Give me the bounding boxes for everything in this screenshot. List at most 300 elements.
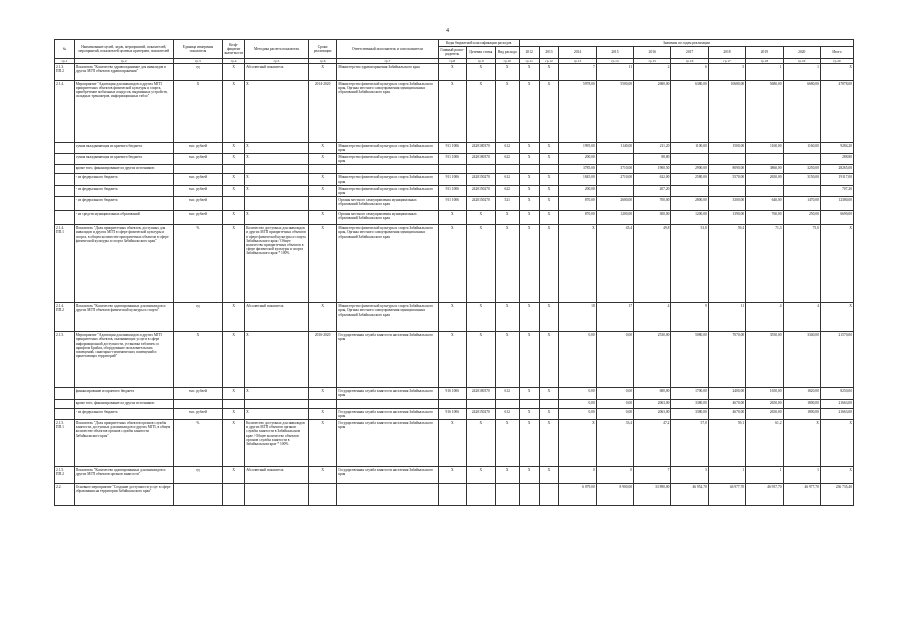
table-cell: 1160,00 [746, 142, 783, 153]
table-cell: 2063,00 [634, 399, 671, 408]
table-cell: 0,00 [596, 388, 633, 399]
table-cell [596, 185, 633, 196]
table-cell: X [467, 467, 496, 484]
table-cell: Министерство физической культуры и спорта Забайкальского края, Органы местного самоуправления муниципальных образований Забайкальского края [337, 225, 438, 303]
table-cell: Органы местного самоуправления муниципальных образований Забайкальского края [337, 197, 438, 211]
table-cell: 0,00 [596, 399, 633, 408]
table-row [55, 174, 854, 185]
table-cell: 760,00 [746, 211, 783, 225]
col-coef: Коэф-фициент значи-мости [223, 40, 245, 59]
table-cell: 46 977,70 [708, 484, 745, 506]
table-cell: 612 [495, 408, 519, 419]
table-cell: Министерство физической культуры и спорта Забайкальского края, Органы местного самоуправления муниципальных образований Забайкальского края [337, 303, 438, 332]
table-cell: X [223, 142, 245, 153]
table-cell: 288,80 [820, 154, 853, 165]
table-cell: 46 977,70 [783, 484, 820, 506]
table-cell [519, 165, 539, 174]
table-cell [539, 165, 559, 174]
table-cell: 1 [783, 63, 820, 80]
table-cell: 21663,00 [820, 408, 853, 419]
table-cell: 21663,00 [820, 399, 853, 408]
table-cell: сумма вкладывающая из краевого бюджета [74, 142, 173, 153]
table-cell: X [820, 420, 853, 467]
table-cell: 622 [495, 154, 519, 165]
table-cell: X [308, 154, 337, 165]
column-number: гр.11 [519, 58, 539, 63]
table-cell: 6 [671, 63, 708, 80]
table-cell: 2650,00 [746, 408, 783, 419]
table-cell: X [539, 154, 559, 165]
table-cell: 207,20 [634, 185, 671, 196]
table-cell [55, 185, 75, 196]
table-cell: 2.1.4. [55, 80, 75, 142]
table-cell: 916 1006 [438, 408, 467, 419]
table-cell: 236 735,40 [820, 484, 853, 506]
table-cell [55, 211, 75, 225]
table-cell: X [245, 388, 309, 399]
table-cell [173, 165, 222, 174]
table-cell [519, 399, 539, 408]
table-cell: 2650,00 [746, 399, 783, 408]
table-cell [308, 165, 337, 174]
table-cell: X [308, 211, 337, 225]
table-cell: 2580,00 [671, 174, 708, 185]
table-cell: кроме того, финансирование из других источников: [74, 165, 173, 174]
col-bk-article: Целевая статья [467, 47, 496, 58]
table-cell: 2680,00 [634, 80, 671, 142]
table-cell: 5 [708, 63, 745, 80]
table-cell: Абсолютный показатель [245, 303, 309, 332]
table-cell: X [495, 303, 519, 332]
table-cell: 4670,00 [708, 399, 745, 408]
table-cell: 1 [708, 467, 745, 484]
table-cell: 71,3 [746, 225, 783, 303]
table-cell: X [519, 467, 539, 484]
table-cell: X [820, 225, 853, 303]
table-cell: 1 [746, 467, 783, 484]
table-cell: X [245, 142, 309, 153]
column-number: гр.12 [539, 58, 559, 63]
col-year: 2012 [519, 47, 539, 58]
table-row [55, 185, 854, 196]
table-cell [245, 399, 309, 408]
table-cell: X [245, 211, 309, 225]
table-cell: 3550,00 [746, 332, 783, 388]
table-cell: 0,00 [596, 332, 633, 388]
table-cell: 700,00 [634, 197, 671, 211]
table-cell: X [308, 467, 337, 484]
table-cell: 0,00 [559, 399, 596, 408]
table-cell: X [308, 388, 337, 399]
table-cell: X [467, 420, 496, 467]
table-cell: 0,00 [559, 332, 596, 388]
table-cell: X [495, 467, 519, 484]
table-row [55, 408, 854, 419]
table-cell: Показатель "Доля приоритетных объектов органов службы занятости, доступных для инвалидов и других МГП, в общем количестве объектов органов службы занятости Забайкальского края" [74, 420, 173, 467]
table-cell [708, 154, 745, 165]
table-cell: 8250,00 [820, 388, 853, 399]
table-cell: 2420150270 [467, 408, 496, 419]
table-cell: Министерство физической культуры и спорта Забайкальского края [337, 154, 438, 165]
table-cell: X [519, 408, 539, 419]
col-name: Наименование целей, задач, мероприятий, показателей, мероприятий, показателей целевых критериев, показателей [74, 40, 173, 59]
table-cell: - из средств муниципальных образований [74, 211, 173, 225]
table-cell [495, 399, 519, 408]
table-cell: ед [173, 303, 222, 332]
column-number: гр.4 [223, 58, 245, 63]
table-cell: X [438, 225, 467, 303]
table-cell: 47878,00 [820, 80, 853, 142]
table-cell: 3380,00 [671, 408, 708, 419]
table-cell: 300,00 [634, 211, 671, 225]
table-cell: X [539, 408, 559, 419]
table-cell: Абсолютный показатель [245, 63, 309, 80]
column-number: гр.2 [74, 58, 173, 63]
table-cell: X [245, 174, 309, 185]
table-cell [308, 399, 337, 408]
table-cell: 9 [671, 303, 708, 332]
table-cell: X [467, 332, 496, 388]
table-cell: X [539, 174, 559, 185]
table-cell: X [519, 185, 539, 196]
table-cell: 680,00 [634, 388, 671, 399]
col-bk: Коды бюджетной классификации расходов [438, 40, 519, 47]
col-method: Методика расчета показателя [245, 40, 309, 59]
table-cell: 1200,00 [596, 211, 633, 225]
table-cell: 18 [559, 303, 596, 332]
col-year: 2018 [708, 47, 745, 58]
table-cell: 916 1006 [438, 388, 467, 399]
table-cell: X [495, 211, 519, 225]
table-cell: 1800,00 [783, 399, 820, 408]
table-cell: 2420150270 [467, 197, 496, 211]
table-cell: X [467, 80, 496, 142]
column-number: гр.20 [820, 58, 853, 63]
table-cell: Государственная служба занятости населения Забайкальского края [337, 332, 438, 388]
table-cell [223, 197, 245, 211]
table-cell: Количество доступных для инвалидов и других МГП приоритетных объектов в сфере физической культуры и спорта Забайкальского края / Общее количество приоритетных объектов в сфере физической культуры и спорта Забайкальского края * 100% [245, 225, 309, 303]
table-cell: кроме того, финансирование из других источников: [74, 399, 173, 408]
table-cell: 3860,00 [746, 165, 783, 174]
table-cell: 1140,00 [596, 142, 633, 153]
table-cell: X [223, 174, 245, 185]
table-cell: 6380,00 [671, 80, 708, 142]
column-number: гр.16 [671, 58, 708, 63]
table-cell [337, 399, 438, 408]
table-cell [708, 185, 745, 196]
table-cell: X [467, 63, 496, 80]
table-cell: 911 1006 [438, 174, 467, 185]
table-cell: 45,4 [596, 225, 633, 303]
table-cell: 2.1.3. ПП.2 [55, 63, 75, 80]
table-cell: 632,00 [634, 174, 671, 185]
table-cell: 911 1006 [438, 142, 467, 153]
table-cell: X [495, 63, 519, 80]
table-cell: 211,20 [634, 142, 671, 153]
table-cell: X [308, 185, 337, 196]
table-cell: - из федерального бюджета [74, 197, 173, 211]
table-cell: 1800,00 [783, 408, 820, 419]
table-cell: Государственная служба занятости населения Забайкальского края [337, 420, 438, 467]
table-cell: 1200,00 [671, 211, 708, 225]
table-cell: X [223, 154, 245, 165]
table-cell: Органы местного самоуправления муниципальных образований Забайкальского края [337, 211, 438, 225]
table-cell [467, 165, 496, 174]
table-cell: 2530,00 [634, 332, 671, 388]
table-cell [783, 154, 820, 165]
table-cell: X [467, 225, 496, 303]
table-cell: X [308, 408, 337, 419]
table-cell: 707,20 [820, 185, 853, 196]
table-cell [438, 399, 467, 408]
table-cell: X [245, 332, 309, 388]
table-cell: 250,00 [783, 211, 820, 225]
table-cell: X [223, 225, 245, 303]
table-cell [519, 484, 539, 506]
table-cell: 0,00 [596, 408, 633, 419]
table-cell: X [539, 142, 559, 153]
table-cell: 2650,00 [746, 174, 783, 185]
table-cell: тыс. рублей [173, 185, 222, 196]
table-cell: Государственная служба занятости населения Забайкальского края [337, 388, 438, 399]
table-cell: X [173, 80, 222, 142]
table-cell: X [539, 388, 559, 399]
table-cell: 3300,00 [708, 197, 745, 211]
table-cell [55, 165, 75, 174]
table-cell: 2900,00 [671, 165, 708, 174]
table-cell: 28265,00 [820, 165, 853, 174]
table-cell: 2420150270 [467, 185, 496, 196]
table-cell [746, 154, 783, 165]
table-cell [55, 197, 75, 211]
column-number: гр.5 [245, 58, 309, 63]
table-cell: X [559, 225, 596, 303]
table-cell: 1995,00 [559, 142, 596, 153]
table-cell: 7070,00 [708, 332, 745, 388]
col-years-group: Значения по годам реализации [519, 40, 853, 47]
table-cell: 1820,00 [783, 388, 820, 399]
table-body [55, 63, 854, 505]
table-row [55, 80, 854, 142]
table-cell: 53,8 [671, 225, 708, 303]
header-row-1 [55, 40, 854, 47]
table-cell: 1845,00 [559, 174, 596, 185]
table-cell: 870,00 [559, 197, 596, 211]
table-cell: 4670,00 [708, 408, 745, 419]
table-cell: 640,00 [746, 197, 783, 211]
table-cell [245, 484, 309, 506]
table-cell: X [820, 467, 853, 484]
table-cell [245, 197, 309, 211]
table-cell: 2.1.5. [55, 332, 75, 388]
table-cell: X [519, 225, 539, 303]
table-cell: сумма вкладывающая из краевого бюджета [74, 154, 173, 165]
table-row [55, 197, 854, 211]
table-cell: 75,0 [783, 225, 820, 303]
table-cell: X [223, 420, 245, 467]
table-cell: Количество доступных для инвалидов и других МГП объектов органов службы занятости в Забайкальском крае / Общее количество объектов органов службы занятости в Забайкальском крае * 100% [245, 420, 309, 467]
table-cell [783, 185, 820, 196]
table-cell: 0 [559, 467, 596, 484]
column-number: гр.13 [559, 58, 596, 63]
column-number: гр.9 [467, 58, 496, 63]
table-cell: 1500,00 [708, 142, 745, 153]
table-cell: X [519, 197, 539, 211]
column-number: гр.18 [746, 58, 783, 63]
table-cell: 612 [495, 174, 519, 185]
table-cell: 1650,00 [746, 388, 783, 399]
table-cell: X [495, 332, 519, 388]
table-cell: 2600,00 [596, 197, 633, 211]
table-cell: 1100,00 [671, 142, 708, 153]
table-cell: X [539, 211, 559, 225]
table-cell: финансирование из краевого бюджета [74, 388, 173, 399]
table-cell: 2 [634, 63, 671, 80]
col-year: 2019 [746, 47, 783, 58]
table-cell: 2014-2020 [308, 80, 337, 142]
table-cell: 4 [783, 303, 820, 332]
table-cell: X [223, 388, 245, 399]
table-cell: Показатель "Количество адаптированных для инвалидов и других МГП объектов органов занятости" [74, 467, 173, 484]
table-cell [245, 165, 309, 174]
table-cell: X [495, 225, 519, 303]
table-cell: X [539, 420, 559, 467]
table-cell: 2.2. [55, 484, 75, 506]
table-cell [539, 399, 559, 408]
table-row [55, 154, 854, 165]
table-cell: X [539, 303, 559, 332]
column-number: гр.10 [495, 58, 519, 63]
table-cell: X [223, 303, 245, 332]
column-number: гр.6 [308, 58, 337, 63]
table-cell: ед [173, 467, 222, 484]
col-unit: Единица измерения показателя [173, 40, 222, 59]
table-row [55, 332, 854, 388]
table-cell [596, 154, 633, 165]
table-cell: X [438, 467, 467, 484]
table-cell: X [438, 80, 467, 142]
column-number: гр.14 [596, 58, 633, 63]
table-cell: 59,1 [708, 420, 745, 467]
table-cell: тыс. рублей [173, 174, 222, 185]
table-cell: 200,00 [559, 185, 596, 196]
col-year: 2016 [634, 47, 671, 58]
table-row [55, 467, 854, 484]
table-cell [55, 408, 75, 419]
table-cell: % [173, 420, 222, 467]
table-cell: 3 [671, 467, 708, 484]
col-year: 2017 [671, 47, 708, 58]
column-number: гр.7 [337, 58, 438, 63]
col-bk-type: Вид расхода [495, 47, 519, 58]
table-cell: 2800,00 [671, 197, 708, 211]
table-cell: Мероприятие "Адаптация для инвалидов и других МГП приоритетных объектов физической культуры и спорта, приобретение мобильных пандусов, выдвижных устройств, складных тренажеров, информационных табло" [74, 80, 173, 142]
table-cell [438, 484, 467, 506]
table-cell: % [173, 225, 222, 303]
table-cell [55, 154, 75, 165]
table-cell: X [467, 303, 496, 332]
table-cell [173, 399, 222, 408]
table-cell: 3380,00 [671, 399, 708, 408]
table-cell: X [223, 80, 245, 142]
table-cell [467, 399, 496, 408]
table-cell: 2420180370 [467, 154, 496, 165]
table-cell: 5080,00 [671, 332, 708, 388]
table-cell: Министерство физической культуры и спорта Забайкальского края [337, 142, 438, 153]
table-cell: Показатель "Количество адаптированных для инвалидов и других МГП объектов физической культуры и спорта" [74, 303, 173, 332]
table-cell: тыс. рублей [173, 211, 222, 225]
col-resp: Ответственный исполнитель и соисполнители [337, 40, 438, 59]
program-table [54, 39, 854, 506]
table-cell: 6680,00 [783, 80, 820, 142]
table-cell: 12380,00 [820, 197, 853, 211]
table-cell: 1700,00 [671, 388, 708, 399]
table-cell: X [223, 467, 245, 484]
table-cell: 2710,00 [596, 174, 633, 185]
table-cell: 1160,00 [783, 142, 820, 153]
table-cell: X [539, 467, 559, 484]
col-term: Сроки реализации [308, 40, 337, 59]
table-row [55, 484, 854, 506]
table-cell: тыс. рублей [173, 388, 222, 399]
table-cell: Государственная служба занятости населения Забайкальского края [337, 408, 438, 419]
table-cell: 7 [559, 63, 596, 80]
table-cell: 3710,00 [596, 165, 633, 174]
table-cell: X [519, 80, 539, 142]
table-cell: 49,8 [634, 225, 671, 303]
table-cell [223, 165, 245, 174]
table-cell: 0 [596, 467, 633, 484]
table-cell: X [223, 332, 245, 388]
table-cell: 1 [783, 467, 820, 484]
table-cell: X [519, 420, 539, 467]
table-cell: 9284,20 [820, 142, 853, 153]
table-row [55, 225, 854, 303]
table-cell: 200,00 [559, 154, 596, 165]
table-cell: - из федерального бюджета [74, 174, 173, 185]
table-cell: X [519, 303, 539, 332]
table-cell: X [495, 80, 519, 142]
table-cell: 2420150270 [467, 174, 496, 185]
table-cell: 6 079,00 [559, 484, 596, 506]
table-cell [495, 165, 519, 174]
table-cell [438, 165, 467, 174]
table-row [55, 211, 854, 225]
table-cell: Министерство физической культуры и спорта Забайкальского края [337, 174, 438, 185]
table-cell: X [495, 420, 519, 467]
table-cell: 33 890,00 [634, 484, 671, 506]
table-cell: 47,2 [634, 420, 671, 467]
table-cell: X [308, 303, 337, 332]
table-cell: 2.1.4. ПП.2 [55, 303, 75, 332]
table-cell: 5978,00 [559, 80, 596, 142]
table-cell: 622 [495, 185, 519, 196]
table-cell: X [559, 420, 596, 467]
table-cell: X [519, 142, 539, 153]
table-cell: X [519, 63, 539, 80]
table-cell: X [223, 408, 245, 419]
table-cell: 911 1006 [438, 154, 467, 165]
col-year: 2013 [539, 47, 559, 58]
column-number: гр.17 [708, 58, 745, 63]
table-cell: X [519, 211, 539, 225]
table-cell: X [223, 185, 245, 196]
table-cell: X [245, 80, 309, 142]
table-row [55, 142, 854, 153]
table-cell: Государственная служба занятости населения Забайкальского края [337, 467, 438, 484]
table-cell: 2420180370 [467, 142, 496, 153]
table-cell: X [539, 332, 559, 388]
